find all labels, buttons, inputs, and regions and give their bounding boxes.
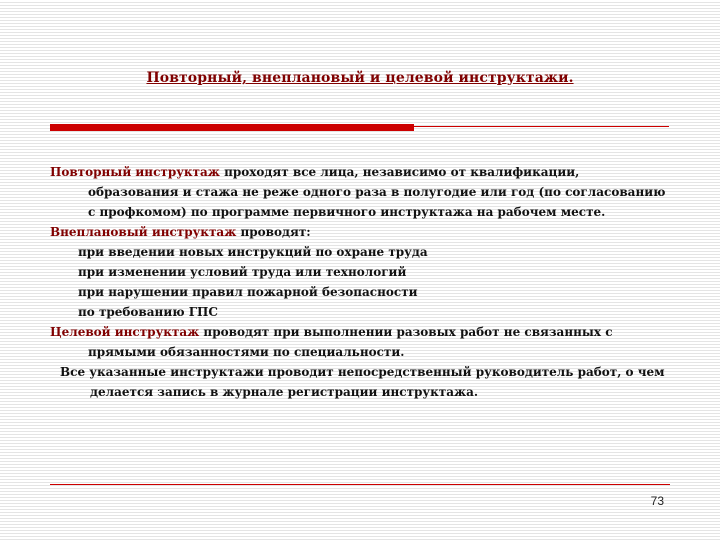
- title-divider-thick: [50, 124, 414, 131]
- text-repeat: проходят все лица, независимо от квалификации, образования и стажа не реже одного раза в полугодие или год (по согласованию с профкомом) по программе первичного инструктажа на рабочем месте.: [88, 165, 666, 219]
- list-item: при изменении условий труда или технологий: [78, 265, 407, 279]
- paragraph-note: Все указанные инструктажи проводит непосредственный руководитель работ, о чем делается запись в журнале регистрации инструктажа.: [60, 365, 665, 399]
- text-targeted: проводят при выполнении разовых работ не связанных с прямыми обязанностями по специальности.: [88, 325, 613, 359]
- term-unscheduled: Внеплановый инструктаж: [50, 225, 237, 239]
- text-unscheduled: проводят:: [236, 225, 311, 239]
- term-targeted: Целевой инструктаж: [50, 325, 200, 339]
- term-repeat: Повторный инструктаж: [50, 165, 220, 179]
- title-divider-thin: [414, 126, 669, 127]
- slide-body: [50, 162, 670, 402]
- list-item: по требованию ГПС: [78, 305, 218, 319]
- paragraph-targeted: [50, 322, 670, 362]
- paragraph-repeat: [50, 162, 670, 222]
- page-number: 73: [650, 494, 664, 508]
- footer-divider: [50, 484, 670, 485]
- list-item: при введении новых инструкций по охране труда: [78, 245, 428, 259]
- list-item: при нарушении правил пожарной безопасности: [78, 285, 418, 299]
- slide-title: Повторный, внеплановый и целевой инструктажи.: [146, 70, 574, 86]
- paragraph-unscheduled: [50, 222, 670, 242]
